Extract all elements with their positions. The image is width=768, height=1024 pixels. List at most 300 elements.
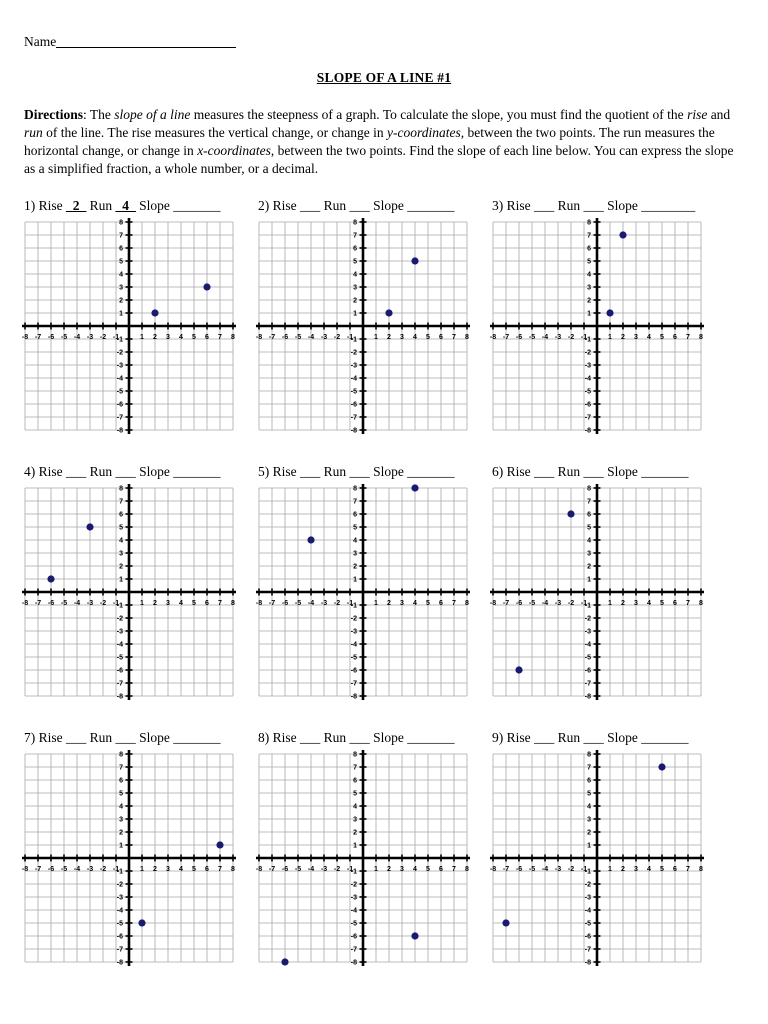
- x-tick-label: 7: [218, 600, 222, 607]
- x-tick-label: 4: [179, 866, 183, 873]
- x-tick-label: -2: [567, 866, 575, 873]
- plotted-point: [567, 510, 574, 517]
- slope-label: Slope: [607, 198, 638, 213]
- slope-label: Slope: [607, 464, 638, 479]
- problem-label: [258, 198, 455, 214]
- slope-answer-field[interactable]: ________: [641, 198, 696, 213]
- run-label: Run: [557, 464, 581, 479]
- y-tick-label: -4: [116, 375, 123, 383]
- x-tick-label: -1: [112, 600, 120, 607]
- rise-answer-field[interactable]: ___: [300, 730, 321, 745]
- y-tick-label: 8: [353, 219, 357, 227]
- x-tick-label: -3: [554, 866, 562, 873]
- x-tick-label: 4: [413, 334, 417, 341]
- y-tick-label: 3: [587, 550, 591, 558]
- x-tick-label: -7: [34, 334, 42, 341]
- rise-answer-field[interactable]: ___: [534, 730, 555, 745]
- y-tick-label: -8: [350, 693, 357, 700]
- x-tick-label: -3: [320, 600, 328, 607]
- x-tick-label: 8: [465, 334, 469, 341]
- y-tick-label: 2: [119, 563, 123, 571]
- x-tick-label: -8: [256, 866, 263, 873]
- plotted-point: [658, 763, 665, 770]
- x-tick-label: 4: [179, 600, 183, 607]
- y-tick-label: -2: [350, 881, 357, 889]
- x-tick-label: -7: [268, 866, 276, 873]
- y-tick-label: -4: [584, 907, 591, 915]
- y-tick-label: 1: [353, 310, 357, 318]
- x-tick-label: -1: [112, 334, 120, 341]
- run-answer-field[interactable]: ___: [349, 730, 370, 745]
- x-tick-label: 7: [686, 600, 690, 607]
- slope-label: Slope: [139, 464, 170, 479]
- y-tick-label: 1: [353, 576, 357, 584]
- x-tick-label: 1: [140, 600, 144, 607]
- run-label: Run: [323, 730, 347, 745]
- directions-emphasis: run: [24, 125, 43, 140]
- x-tick-label: 5: [660, 866, 664, 873]
- slope-label: Slope: [139, 730, 170, 745]
- y-tick-label: 7: [119, 498, 123, 506]
- directions-emphasis: slope of a line: [114, 107, 191, 122]
- plotted-point: [515, 666, 522, 673]
- run-answer-field[interactable]: ___: [583, 198, 604, 213]
- rise-answer-field[interactable]: ___: [534, 464, 555, 479]
- x-tick-label: -6: [281, 600, 289, 607]
- y-tick-label: 6: [587, 777, 591, 785]
- coordinate-grid: [22, 484, 236, 700]
- x-tick-label: 8: [699, 334, 703, 341]
- x-tick-label: 7: [452, 866, 456, 873]
- y-tick-label: -8: [584, 693, 591, 700]
- x-tick-label: 5: [660, 334, 664, 341]
- run-answer-field[interactable]: ___: [583, 730, 604, 745]
- y-tick-label: 6: [119, 245, 123, 253]
- directions-text: , between the two points. The run measures the horizontal change, or change in: [24, 125, 715, 158]
- x-tick-label: 6: [205, 600, 209, 607]
- x-tick-label: -6: [47, 866, 55, 873]
- y-tick-label: -5: [584, 920, 591, 928]
- x-tick-label: 1: [608, 600, 612, 607]
- y-tick-label: 1: [119, 842, 123, 850]
- x-tick-label: -7: [502, 334, 510, 341]
- x-tick-label: 1: [608, 866, 612, 873]
- y-tick-label: 5: [353, 524, 357, 532]
- x-tick-label: 8: [231, 334, 235, 341]
- rise-label: Rise: [272, 198, 297, 213]
- y-tick-label: 7: [587, 498, 591, 506]
- x-tick-label: 6: [673, 334, 677, 341]
- y-tick-label: -5: [116, 920, 123, 928]
- x-tick-label: -5: [294, 866, 302, 873]
- y-tick-label: 5: [353, 790, 357, 798]
- x-tick-label: 8: [699, 866, 703, 873]
- x-tick-label: -4: [73, 866, 81, 873]
- slope-answer-field[interactable]: _______: [173, 464, 221, 479]
- y-tick-label: -8: [116, 693, 123, 700]
- directions-text: measures the steepness of a graph. To calculate the slope, you must find the quotient of the: [190, 107, 688, 122]
- x-tick-label: -4: [73, 600, 81, 607]
- run-label: Run: [323, 198, 347, 213]
- y-tick-label: -2: [584, 615, 591, 623]
- run-answer-field[interactable]: ___: [115, 730, 136, 745]
- y-tick-label: 6: [353, 245, 357, 253]
- y-tick-label: -4: [584, 375, 591, 383]
- x-tick-label: -6: [515, 866, 523, 873]
- x-tick-label: -6: [47, 334, 55, 341]
- y-tick-label: 2: [353, 563, 357, 571]
- y-tick-label: 2: [587, 829, 591, 837]
- coordinate-grid: [22, 218, 236, 434]
- x-tick-label: 3: [634, 334, 638, 341]
- x-tick-label: -5: [528, 600, 536, 607]
- y-tick-label: -8: [116, 959, 123, 966]
- directions-emphasis: y-coordinates: [387, 125, 461, 140]
- y-tick-label: 2: [353, 829, 357, 837]
- x-tick-label: 2: [387, 334, 391, 341]
- slope-answer-field[interactable]: _______: [641, 730, 689, 745]
- x-tick-label: -8: [22, 334, 29, 341]
- x-tick-label: -5: [60, 334, 68, 341]
- y-tick-label: 8: [119, 751, 123, 759]
- y-tick-label: -4: [350, 907, 357, 915]
- y-tick-label: -8: [584, 427, 591, 434]
- x-tick-label: 6: [205, 866, 209, 873]
- plotted-point: [619, 231, 626, 238]
- y-tick-label: 5: [119, 790, 123, 798]
- run-label: Run: [557, 198, 581, 213]
- x-tick-label: -2: [333, 866, 341, 873]
- directions-text: of the line. The rise measures the vertical change, or change in: [42, 125, 388, 140]
- y-tick-label: -2: [116, 615, 123, 623]
- problem-number: 8): [258, 730, 273, 745]
- y-tick-label: 6: [353, 777, 357, 785]
- page-title: SLOPE OF A LINE #1: [316, 70, 452, 85]
- y-tick-label: -7: [350, 414, 357, 422]
- x-tick-label: 3: [400, 600, 404, 607]
- coordinate-grid: [22, 750, 236, 966]
- y-tick-label: 6: [587, 245, 591, 253]
- plotted-point: [281, 958, 288, 965]
- y-tick-label: 1: [587, 842, 591, 850]
- x-tick-label: -5: [528, 334, 536, 341]
- run-answer-field[interactable]: ___: [349, 198, 370, 213]
- plotted-point: [502, 919, 509, 926]
- slope-answer-field[interactable]: _______: [407, 198, 455, 213]
- y-tick-label: 1: [119, 576, 123, 584]
- y-tick-label: 5: [353, 258, 357, 266]
- x-tick-label: -7: [268, 334, 276, 341]
- x-tick-label: 8: [465, 600, 469, 607]
- y-tick-label: -6: [584, 933, 591, 941]
- plotted-point: [86, 523, 93, 530]
- x-tick-label: 2: [153, 600, 157, 607]
- y-tick-label: 4: [353, 271, 357, 279]
- y-tick-label: 7: [353, 498, 357, 506]
- x-tick-label: -1: [580, 334, 588, 341]
- coordinate-grid: [490, 484, 704, 700]
- x-tick-label: -6: [515, 334, 523, 341]
- directions-paragraph: [24, 106, 736, 178]
- slope-label: Slope: [607, 730, 638, 745]
- y-tick-label: 3: [353, 284, 357, 292]
- y-tick-label: 3: [587, 816, 591, 824]
- y-tick-label: -5: [116, 388, 123, 396]
- y-tick-label: 3: [119, 284, 123, 292]
- name-field[interactable]: [24, 34, 236, 50]
- y-tick-label: 3: [353, 550, 357, 558]
- x-tick-label: 8: [465, 866, 469, 873]
- plotted-point: [47, 575, 54, 582]
- run-label: Run: [89, 198, 113, 213]
- y-tick-label: -5: [584, 388, 591, 396]
- x-tick-label: -7: [268, 600, 276, 607]
- y-tick-label: 1: [353, 842, 357, 850]
- x-tick-label: -1: [346, 866, 354, 873]
- rise-label: Rise: [38, 198, 63, 213]
- y-tick-label: -8: [350, 427, 357, 434]
- x-tick-label: 6: [439, 866, 443, 873]
- x-tick-label: 8: [699, 600, 703, 607]
- rise-label: Rise: [506, 730, 531, 745]
- x-tick-label: -2: [99, 866, 107, 873]
- y-tick-label: 6: [119, 511, 123, 519]
- x-tick-label: -2: [333, 334, 341, 341]
- y-tick-label: 7: [587, 232, 591, 240]
- x-tick-label: 4: [413, 866, 417, 873]
- x-tick-label: -1: [580, 600, 588, 607]
- y-tick-label: -1: [350, 336, 357, 344]
- x-tick-label: -6: [515, 600, 523, 607]
- plotted-point: [411, 484, 418, 491]
- y-tick-label: 7: [353, 764, 357, 772]
- y-tick-label: 7: [587, 764, 591, 772]
- y-tick-label: -3: [584, 628, 591, 636]
- x-tick-label: 5: [426, 600, 430, 607]
- x-tick-label: -4: [541, 600, 549, 607]
- x-tick-label: -3: [86, 600, 94, 607]
- x-tick-label: 5: [426, 866, 430, 873]
- x-tick-label: -7: [34, 600, 42, 607]
- x-tick-label: -8: [256, 334, 263, 341]
- y-tick-label: -8: [116, 427, 123, 434]
- rise-label: Rise: [506, 464, 531, 479]
- y-tick-label: 4: [119, 537, 123, 545]
- x-tick-label: 8: [231, 866, 235, 873]
- x-tick-label: -5: [528, 866, 536, 873]
- x-tick-label: 6: [439, 600, 443, 607]
- run-label: Run: [323, 464, 347, 479]
- y-tick-label: 2: [587, 297, 591, 305]
- rise-answer-field[interactable]: ___: [300, 198, 321, 213]
- y-tick-label: 2: [587, 563, 591, 571]
- y-tick-label: -6: [350, 667, 357, 675]
- y-tick-label: -7: [116, 946, 123, 954]
- plotted-point: [138, 919, 145, 926]
- y-tick-label: -4: [350, 375, 357, 383]
- y-tick-label: -5: [350, 654, 357, 662]
- y-tick-label: -3: [350, 362, 357, 370]
- x-tick-label: 3: [634, 866, 638, 873]
- x-tick-label: 7: [218, 334, 222, 341]
- y-tick-label: -4: [584, 641, 591, 649]
- coordinate-grid: [256, 484, 470, 700]
- coordinate-grid: [256, 750, 470, 966]
- rise-answer-field[interactable]: ___: [66, 464, 87, 479]
- x-tick-label: -6: [47, 600, 55, 607]
- y-tick-label: 8: [587, 485, 591, 493]
- y-tick-label: -7: [584, 946, 591, 954]
- y-tick-label: 1: [587, 576, 591, 584]
- problem-label: [24, 464, 221, 480]
- y-tick-label: 3: [353, 816, 357, 824]
- rise-answer-field[interactable]: ___: [534, 198, 555, 213]
- y-tick-label: 2: [353, 297, 357, 305]
- x-tick-label: -3: [554, 334, 562, 341]
- slope-label: Slope: [373, 198, 404, 213]
- x-tick-label: 3: [400, 866, 404, 873]
- slope-answer-field[interactable]: _______: [641, 464, 689, 479]
- y-tick-label: 2: [119, 297, 123, 305]
- y-tick-label: -3: [584, 894, 591, 902]
- coordinate-grid: [490, 750, 704, 966]
- x-tick-label: -1: [580, 866, 588, 873]
- problem-number: 1): [24, 198, 39, 213]
- problem-label: [492, 198, 695, 214]
- y-tick-label: 5: [119, 524, 123, 532]
- rise-answer-field[interactable]: ___: [300, 464, 321, 479]
- coordinate-grid: [256, 218, 470, 434]
- name-blank[interactable]: [56, 35, 236, 48]
- x-tick-label: 7: [218, 866, 222, 873]
- x-tick-label: 4: [179, 334, 183, 341]
- run-label: Run: [557, 730, 581, 745]
- x-tick-label: 3: [166, 334, 170, 341]
- slope-answer-field[interactable]: _______: [173, 198, 221, 213]
- x-tick-label: 5: [426, 334, 430, 341]
- run-answer-field[interactable]: _4_: [115, 198, 136, 213]
- run-label: Run: [89, 730, 113, 745]
- x-tick-label: 6: [439, 334, 443, 341]
- x-tick-label: 2: [153, 866, 157, 873]
- x-tick-label: 6: [205, 334, 209, 341]
- y-tick-label: -6: [116, 933, 123, 941]
- y-tick-label: -7: [116, 414, 123, 422]
- x-tick-label: -4: [541, 334, 549, 341]
- y-tick-label: -1: [116, 336, 123, 344]
- directions-emphasis: x-coordinates: [197, 143, 271, 158]
- y-tick-label: -1: [584, 602, 591, 610]
- x-tick-label: 6: [673, 600, 677, 607]
- slope-answer-field[interactable]: _______: [407, 730, 455, 745]
- x-tick-label: 2: [621, 334, 625, 341]
- x-tick-label: -7: [34, 866, 42, 873]
- y-tick-label: -1: [116, 868, 123, 876]
- x-tick-label: -5: [294, 334, 302, 341]
- y-tick-label: 4: [587, 803, 591, 811]
- x-tick-label: -1: [346, 334, 354, 341]
- x-tick-label: -4: [307, 866, 315, 873]
- slope-label: Slope: [373, 464, 404, 479]
- y-tick-label: 6: [353, 511, 357, 519]
- y-tick-label: 8: [119, 485, 123, 493]
- slope-answer-field[interactable]: _______: [407, 464, 455, 479]
- run-answer-field[interactable]: ___: [349, 464, 370, 479]
- y-tick-label: 3: [119, 550, 123, 558]
- run-answer-field[interactable]: ___: [583, 464, 604, 479]
- x-tick-label: -7: [502, 866, 510, 873]
- y-tick-label: 1: [119, 310, 123, 318]
- y-tick-label: 5: [587, 524, 591, 532]
- y-tick-label: -5: [350, 920, 357, 928]
- x-tick-label: -3: [86, 866, 94, 873]
- y-tick-label: -5: [116, 654, 123, 662]
- y-tick-label: 4: [587, 271, 591, 279]
- x-tick-label: -3: [86, 334, 94, 341]
- x-tick-label: -5: [294, 600, 302, 607]
- name-label: Name: [24, 34, 57, 49]
- y-tick-label: -5: [350, 388, 357, 396]
- y-tick-label: 4: [119, 271, 123, 279]
- x-tick-label: 1: [374, 334, 378, 341]
- y-tick-label: -8: [350, 959, 357, 966]
- rise-answer-field[interactable]: ___: [66, 730, 87, 745]
- x-tick-label: -4: [307, 334, 315, 341]
- y-tick-label: 6: [587, 511, 591, 519]
- slope-answer-field[interactable]: _______: [173, 730, 221, 745]
- problem-label: [258, 464, 455, 480]
- x-tick-label: 5: [192, 334, 196, 341]
- problem-number: 5): [258, 464, 273, 479]
- x-tick-label: 4: [413, 600, 417, 607]
- y-tick-label: 7: [119, 232, 123, 240]
- x-tick-label: 3: [400, 334, 404, 341]
- run-answer-field[interactable]: ___: [115, 464, 136, 479]
- x-tick-label: -6: [281, 866, 289, 873]
- directions-text: : The: [83, 107, 115, 122]
- y-tick-label: 4: [119, 803, 123, 811]
- problem-number: 2): [258, 198, 273, 213]
- y-tick-label: -6: [584, 667, 591, 675]
- y-tick-label: 4: [587, 537, 591, 545]
- x-tick-label: -5: [60, 866, 68, 873]
- y-tick-label: -7: [116, 680, 123, 688]
- x-tick-label: -2: [567, 334, 575, 341]
- y-tick-label: -3: [116, 628, 123, 636]
- x-tick-label: -8: [22, 600, 29, 607]
- y-tick-label: 7: [119, 764, 123, 772]
- y-tick-label: -3: [350, 628, 357, 636]
- x-tick-label: -4: [73, 334, 81, 341]
- y-tick-label: -6: [116, 401, 123, 409]
- y-tick-label: -2: [116, 881, 123, 889]
- problem-label: [492, 464, 689, 480]
- x-tick-label: -3: [320, 866, 328, 873]
- y-tick-label: -7: [350, 680, 357, 688]
- rise-answer-field[interactable]: _2_: [66, 198, 87, 213]
- x-tick-label: -3: [320, 334, 328, 341]
- x-tick-label: -7: [502, 600, 510, 607]
- y-tick-label: 8: [587, 751, 591, 759]
- y-tick-label: 3: [119, 816, 123, 824]
- x-tick-label: 3: [166, 866, 170, 873]
- x-tick-label: -8: [22, 866, 29, 873]
- slope-label: Slope: [139, 198, 170, 213]
- y-tick-label: -3: [584, 362, 591, 370]
- y-tick-label: -1: [584, 868, 591, 876]
- y-tick-label: 5: [587, 258, 591, 266]
- x-tick-label: 4: [647, 600, 651, 607]
